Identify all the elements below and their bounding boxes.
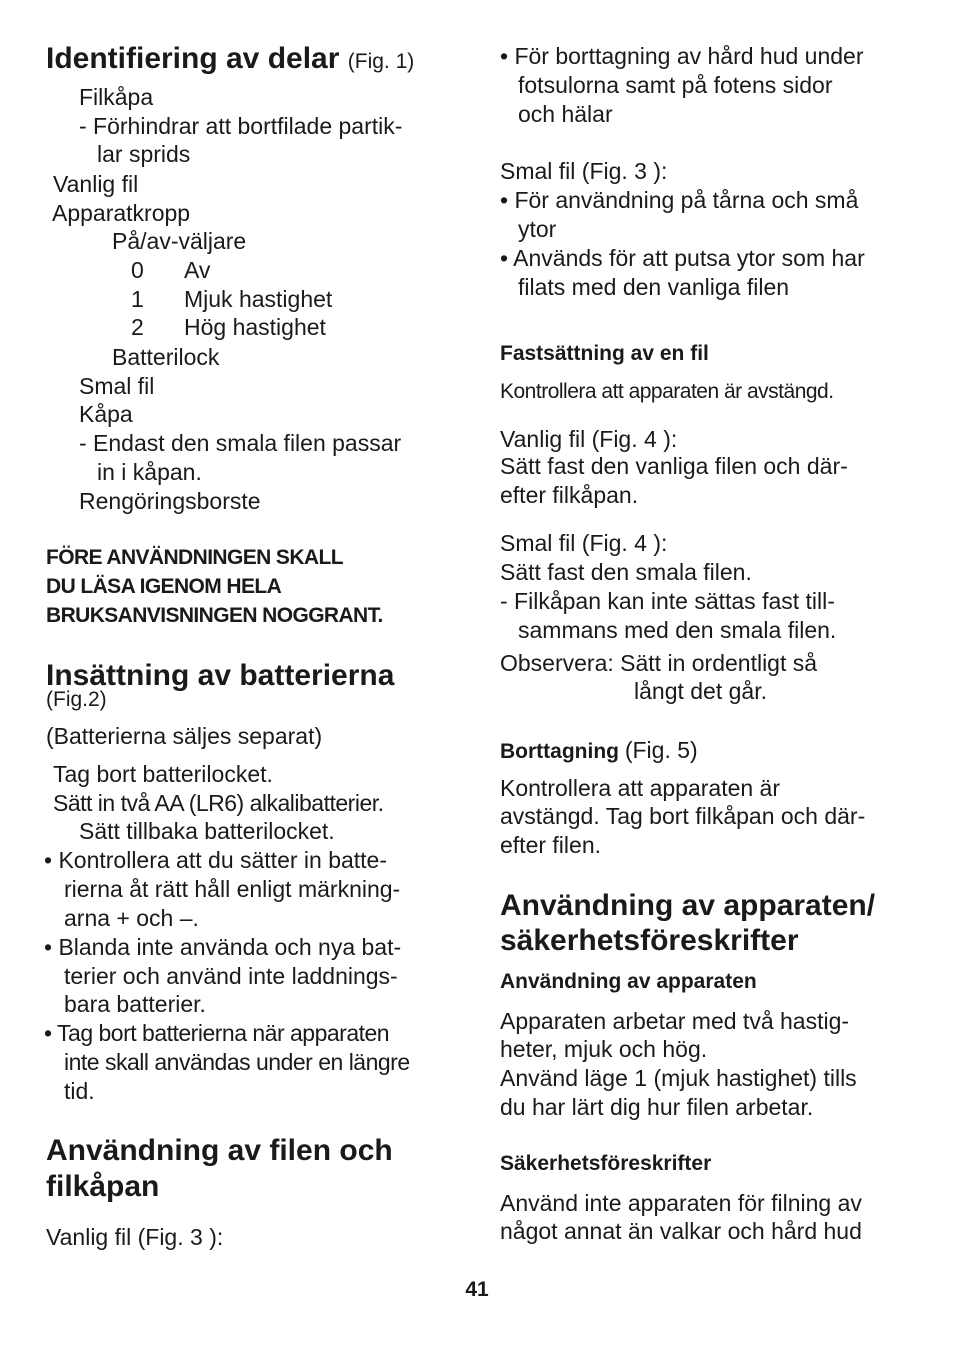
bullet-line: fotsulorna samt på fotens sidor bbox=[518, 72, 833, 98]
switch-position: 2 bbox=[131, 314, 144, 340]
warning-line: BRUKSANVISNINGEN NOGGRANT. bbox=[46, 604, 383, 627]
page-number: 41 bbox=[465, 1278, 489, 1301]
text-line: sammans med den smala filen. bbox=[518, 617, 837, 643]
bullet-line: bara batterier. bbox=[64, 991, 206, 1017]
heading-borttagning: Borttagning (Fig. 5) bbox=[500, 737, 698, 763]
heading-anvandning-2: säkerhetsföreskrifter bbox=[500, 924, 799, 957]
warning-line: FÖRE ANVÄNDNINGEN SKALL bbox=[46, 546, 343, 569]
subheading-sakerhet: Säkerhetsföreskrifter bbox=[500, 1152, 712, 1175]
switch-label: Hög hastighet bbox=[184, 314, 326, 340]
text-line: avstängd. Tag bort filkåpan och där- bbox=[500, 803, 866, 829]
text-line: Smal fil (Fig. 3 ): bbox=[500, 158, 668, 184]
part-item: Smal fil bbox=[79, 373, 155, 399]
bullet-line: filats med den vanliga filen bbox=[518, 274, 790, 300]
part-item: Vanlig fil bbox=[53, 171, 139, 197]
text-line: Sätt fast den vanliga filen och där- bbox=[500, 453, 848, 479]
text-line: efter filkåpan. bbox=[500, 482, 639, 508]
switch-position: 0 bbox=[131, 257, 144, 283]
text-line: efter filen. bbox=[500, 832, 601, 858]
switch-position: 1 bbox=[131, 286, 144, 312]
heading-filen-2: filkåpan bbox=[46, 1170, 160, 1203]
bullet-line: och hälar bbox=[518, 101, 613, 127]
heading-fastsattning: Fastsättning av en fil bbox=[500, 342, 709, 365]
part-item: Kåpa bbox=[79, 401, 133, 427]
text-line: Sätt fast den smala filen. bbox=[500, 559, 752, 585]
bullet-line: tid. bbox=[64, 1078, 95, 1104]
note-line: Observera: Sätt in ordentligt så bbox=[500, 650, 818, 676]
text-line: Använd inte apparaten för filning av bbox=[500, 1190, 862, 1216]
part-note: in i kåpan. bbox=[97, 459, 202, 485]
bullet-line: inte skall användas under en längre bbox=[64, 1049, 410, 1075]
text-line: Smal fil (Fig. 4 ): bbox=[500, 530, 668, 556]
text-line: Vanlig fil (Fig. 4 ): bbox=[500, 426, 678, 452]
bullet-line: • Används för att putsa ytor som har bbox=[500, 245, 865, 271]
heading-filen: Användning av filen och bbox=[46, 1134, 393, 1167]
bullet-line: • Tag bort batterierna när apparaten bbox=[44, 1020, 390, 1046]
text-line: Vanlig fil (Fig. 3 ): bbox=[46, 1224, 224, 1250]
step-line: Tag bort batterilocket. bbox=[53, 761, 273, 787]
text-line: Kontrollera att apparaten är bbox=[500, 775, 781, 801]
step-line: Sätt tillbaka batterilocket. bbox=[79, 818, 335, 844]
part-note: - Endast den smala filen passar bbox=[79, 430, 402, 456]
fig-ref: (Fig.2) bbox=[46, 688, 107, 711]
part-item: Batterilock bbox=[112, 344, 220, 370]
bullet-line: • För borttagning av hård hud under bbox=[500, 43, 864, 69]
bullet-line: • För användning på tårna och små bbox=[500, 187, 859, 213]
text-line: du har lärt dig hur filen arbetar. bbox=[500, 1094, 814, 1120]
bullet-line: • Blanda inte använda och nya bat- bbox=[44, 934, 402, 960]
part-item: Rengöringsborste bbox=[79, 488, 261, 514]
bullet-line: ytor bbox=[518, 216, 557, 242]
text-line: heter, mjuk och hög. bbox=[500, 1036, 708, 1062]
part-item: På/av-väljare bbox=[112, 228, 247, 254]
text-line: Kontrollera att apparaten är avstängd. bbox=[500, 380, 834, 403]
text-line: (Batterierna säljes separat) bbox=[46, 723, 323, 749]
bullet-line: terier och använd inte laddnings- bbox=[64, 963, 398, 989]
part-item: Apparatkropp bbox=[52, 200, 191, 226]
part-item: Filkåpa bbox=[79, 84, 154, 110]
heading-identifiering: Identifiering av delar (Fig. 1) bbox=[46, 42, 415, 75]
heading-batterier: Insättning av batterierna bbox=[46, 659, 395, 692]
part-note: lar sprids bbox=[97, 141, 191, 167]
text-line: Apparaten arbetar med två hastig- bbox=[500, 1008, 850, 1034]
heading-anvandning: Användning av apparaten/ bbox=[500, 889, 876, 922]
part-note: - Förhindrar att bortfilade partik- bbox=[79, 113, 403, 139]
text-line: Använd läge 1 (mjuk hastighet) tills bbox=[500, 1065, 857, 1091]
subheading-anvandning: Användning av apparaten bbox=[500, 970, 757, 993]
bullet-line: • Kontrollera att du sätter in batte- bbox=[44, 847, 388, 873]
text-line: - Filkåpan kan inte sättas fast till- bbox=[500, 588, 835, 614]
text-line: något annat än valkar och hård hud bbox=[500, 1218, 862, 1244]
bullet-line: arna + och –. bbox=[64, 905, 199, 931]
bullet-line: rierna åt rätt håll enligt märkning- bbox=[64, 876, 401, 902]
warning-line: DU LÄSA IGENOM HELA bbox=[46, 575, 282, 598]
switch-label: Mjuk hastighet bbox=[184, 286, 333, 312]
note-line: långt det går. bbox=[634, 678, 767, 704]
step-line: Sätt in två AA (LR6) alkalibatterier. bbox=[53, 790, 384, 816]
switch-label: Av bbox=[184, 257, 211, 283]
